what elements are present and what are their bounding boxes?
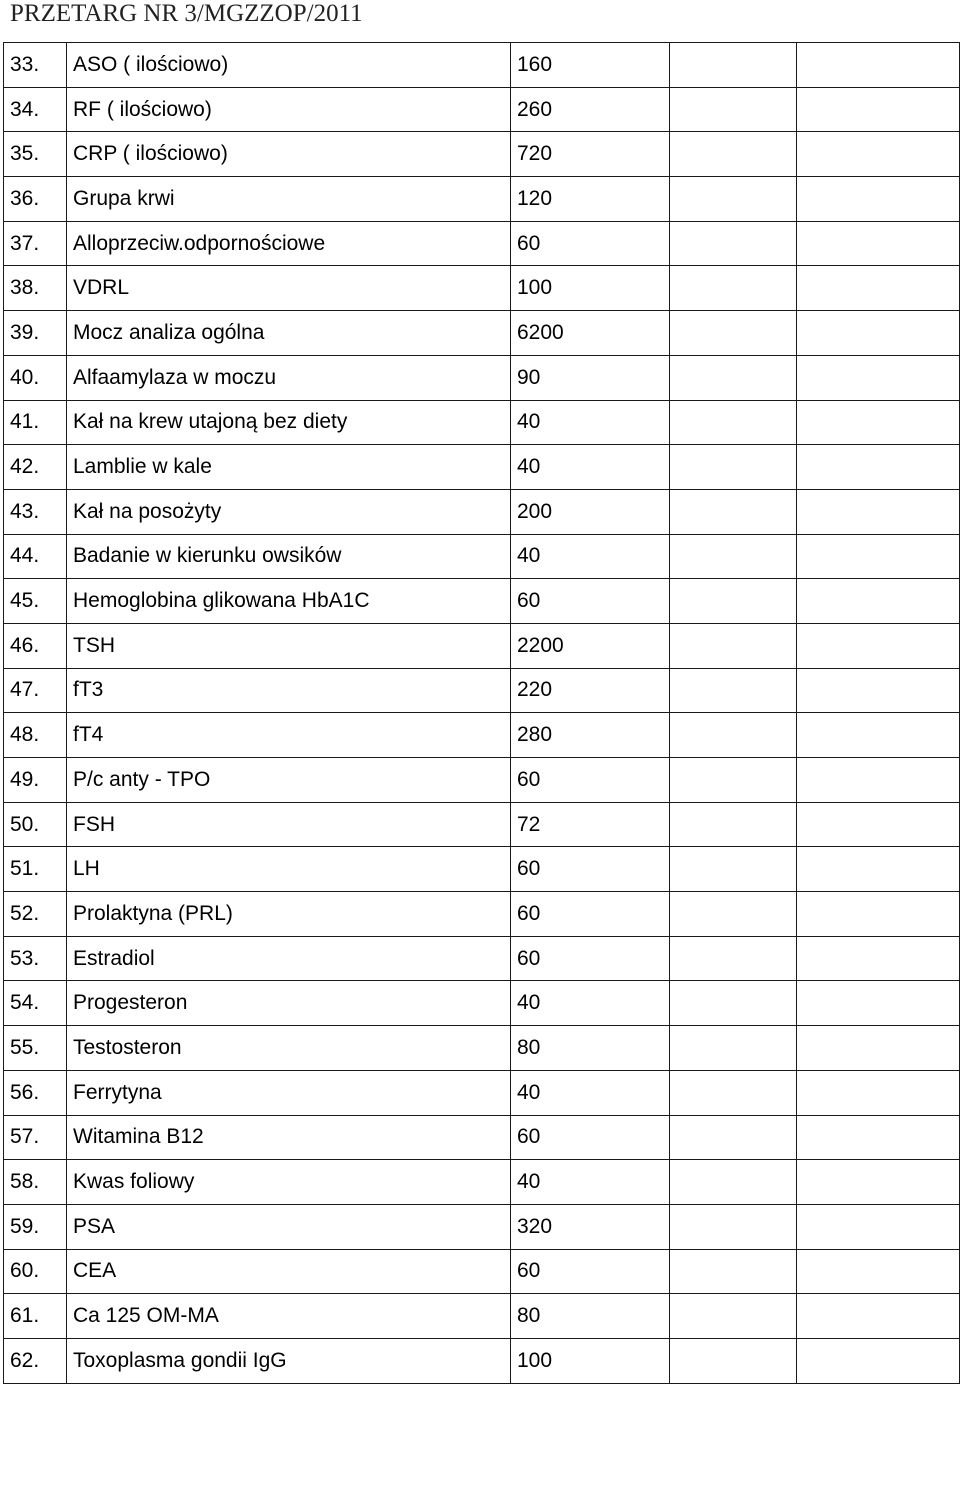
test-name-cell: Mocz analiza ogólna xyxy=(67,311,511,356)
table-row xyxy=(4,177,960,222)
test-name-cell: Kał na posożyty xyxy=(67,489,511,534)
table-row xyxy=(4,1204,960,1249)
row-number-cell: 44. xyxy=(4,534,67,579)
quantity-cell: 40 xyxy=(511,1160,670,1205)
quantity-cell: 60 xyxy=(511,892,670,937)
row-number-cell: 33. xyxy=(4,43,67,88)
test-name-cell: Ca 125 OM-MA xyxy=(67,1294,511,1339)
test-name-cell: Kwas foliowy xyxy=(67,1160,511,1205)
empty-cell xyxy=(797,177,960,222)
test-name-cell: Progesteron xyxy=(67,981,511,1026)
empty-cell xyxy=(670,534,797,579)
row-number-cell: 61. xyxy=(4,1294,67,1339)
empty-cell xyxy=(797,43,960,88)
table-row xyxy=(4,400,960,445)
empty-cell xyxy=(797,1160,960,1205)
empty-cell xyxy=(797,534,960,579)
table-row xyxy=(4,1249,960,1294)
empty-cell xyxy=(797,713,960,758)
empty-cell xyxy=(670,1249,797,1294)
test-name-cell: RF ( ilościowo) xyxy=(67,87,511,132)
empty-cell xyxy=(797,355,960,400)
empty-cell xyxy=(670,87,797,132)
test-name-cell: PSA xyxy=(67,1204,511,1249)
row-number-cell: 59. xyxy=(4,1204,67,1249)
quantity-cell: 280 xyxy=(511,713,670,758)
table-row xyxy=(4,445,960,490)
empty-cell xyxy=(670,43,797,88)
table-row xyxy=(4,579,960,624)
test-name-cell: Alfaamylaza w moczu xyxy=(67,355,511,400)
empty-cell xyxy=(670,266,797,311)
empty-cell xyxy=(670,132,797,177)
document-header: PRZETARG NR 3/MGZZOP/2011 xyxy=(10,0,363,27)
test-name-cell: Testosteron xyxy=(67,1026,511,1071)
empty-cell xyxy=(797,266,960,311)
test-name-cell: VDRL xyxy=(67,266,511,311)
row-number-cell: 55. xyxy=(4,1026,67,1071)
empty-cell xyxy=(670,311,797,356)
quantity-cell: 2200 xyxy=(511,623,670,668)
quantity-cell: 100 xyxy=(511,1338,670,1383)
row-number-cell: 60. xyxy=(4,1249,67,1294)
row-number-cell: 48. xyxy=(4,713,67,758)
test-name-cell: CRP ( ilościowo) xyxy=(67,132,511,177)
empty-cell xyxy=(797,1338,960,1383)
quantity-cell: 200 xyxy=(511,489,670,534)
quantity-cell: 60 xyxy=(511,579,670,624)
empty-cell xyxy=(797,668,960,713)
tests-table xyxy=(3,42,960,1384)
empty-cell xyxy=(670,1026,797,1071)
quantity-cell: 100 xyxy=(511,266,670,311)
empty-cell xyxy=(670,1338,797,1383)
row-number-cell: 37. xyxy=(4,221,67,266)
quantity-cell: 320 xyxy=(511,1204,670,1249)
row-number-cell: 39. xyxy=(4,311,67,356)
row-number-cell: 53. xyxy=(4,936,67,981)
empty-cell xyxy=(670,758,797,803)
test-name-cell: ASO ( ilościowo) xyxy=(67,43,511,88)
empty-cell xyxy=(670,892,797,937)
quantity-cell: 60 xyxy=(511,1115,670,1160)
test-name-cell: LH xyxy=(67,847,511,892)
row-number-cell: 38. xyxy=(4,266,67,311)
empty-cell xyxy=(797,758,960,803)
row-number-cell: 40. xyxy=(4,355,67,400)
table-row xyxy=(4,981,960,1026)
empty-cell xyxy=(670,579,797,624)
table-row xyxy=(4,132,960,177)
row-number-cell: 58. xyxy=(4,1160,67,1205)
table-row xyxy=(4,87,960,132)
empty-cell xyxy=(797,1115,960,1160)
empty-cell xyxy=(670,177,797,222)
quantity-cell: 60 xyxy=(511,847,670,892)
empty-cell xyxy=(670,1160,797,1205)
test-name-cell: Toxoplasma gondii IgG xyxy=(67,1338,511,1383)
quantity-cell: 40 xyxy=(511,445,670,490)
empty-cell xyxy=(670,445,797,490)
table-row xyxy=(4,668,960,713)
row-number-cell: 56. xyxy=(4,1070,67,1115)
test-name-cell: Estradiol xyxy=(67,936,511,981)
row-number-cell: 46. xyxy=(4,623,67,668)
row-number-cell: 47. xyxy=(4,668,67,713)
test-name-cell: fT4 xyxy=(67,713,511,758)
empty-cell xyxy=(670,355,797,400)
empty-cell xyxy=(797,1026,960,1071)
empty-cell xyxy=(797,400,960,445)
test-name-cell: Alloprzeciw.odpornościowe xyxy=(67,221,511,266)
quantity-cell: 90 xyxy=(511,355,670,400)
empty-cell xyxy=(797,802,960,847)
test-name-cell: P/c anty - TPO xyxy=(67,758,511,803)
empty-cell xyxy=(670,981,797,1026)
table-row xyxy=(4,266,960,311)
empty-cell xyxy=(797,445,960,490)
table-row xyxy=(4,847,960,892)
empty-cell xyxy=(670,623,797,668)
test-name-cell: Prolaktyna (PRL) xyxy=(67,892,511,937)
empty-cell xyxy=(797,311,960,356)
row-number-cell: 54. xyxy=(4,981,67,1026)
empty-cell xyxy=(797,847,960,892)
table-row xyxy=(4,802,960,847)
empty-cell xyxy=(797,579,960,624)
empty-cell xyxy=(670,1204,797,1249)
empty-cell xyxy=(797,1294,960,1339)
quantity-cell: 60 xyxy=(511,221,670,266)
row-number-cell: 41. xyxy=(4,400,67,445)
empty-cell xyxy=(670,847,797,892)
row-number-cell: 52. xyxy=(4,892,67,937)
table-row xyxy=(4,311,960,356)
empty-cell xyxy=(670,1070,797,1115)
table-row xyxy=(4,1294,960,1339)
empty-cell xyxy=(797,1249,960,1294)
empty-cell xyxy=(797,87,960,132)
empty-cell xyxy=(670,802,797,847)
test-name-cell: CEA xyxy=(67,1249,511,1294)
quantity-cell: 80 xyxy=(511,1026,670,1071)
empty-cell xyxy=(670,400,797,445)
quantity-cell: 160 xyxy=(511,43,670,88)
quantity-cell: 80 xyxy=(511,1294,670,1339)
quantity-cell: 40 xyxy=(511,534,670,579)
quantity-cell: 60 xyxy=(511,1249,670,1294)
empty-cell xyxy=(670,221,797,266)
row-number-cell: 57. xyxy=(4,1115,67,1160)
table-row xyxy=(4,355,960,400)
empty-cell xyxy=(797,221,960,266)
quantity-cell: 40 xyxy=(511,1070,670,1115)
empty-cell xyxy=(797,132,960,177)
test-name-cell: TSH xyxy=(67,623,511,668)
empty-cell xyxy=(797,623,960,668)
row-number-cell: 62. xyxy=(4,1338,67,1383)
row-number-cell: 50. xyxy=(4,802,67,847)
row-number-cell: 49. xyxy=(4,758,67,803)
empty-cell xyxy=(670,668,797,713)
quantity-cell: 40 xyxy=(511,981,670,1026)
test-name-cell: Kał na krew utajoną bez diety xyxy=(67,400,511,445)
row-number-cell: 34. xyxy=(4,87,67,132)
empty-cell xyxy=(797,1070,960,1115)
empty-cell xyxy=(670,936,797,981)
empty-cell xyxy=(797,981,960,1026)
table-row xyxy=(4,1160,960,1205)
empty-cell xyxy=(670,489,797,534)
quantity-cell: 720 xyxy=(511,132,670,177)
table-row xyxy=(4,713,960,758)
quantity-cell: 220 xyxy=(511,668,670,713)
empty-cell xyxy=(797,892,960,937)
empty-cell xyxy=(670,1115,797,1160)
test-name-cell: Hemoglobina glikowana HbA1C xyxy=(67,579,511,624)
test-name-cell: Grupa krwi xyxy=(67,177,511,222)
empty-cell xyxy=(797,489,960,534)
quantity-cell: 6200 xyxy=(511,311,670,356)
table-row xyxy=(4,489,960,534)
test-name-cell: Ferrytyna xyxy=(67,1070,511,1115)
quantity-cell: 120 xyxy=(511,177,670,222)
table-row xyxy=(4,1115,960,1160)
table-row xyxy=(4,1070,960,1115)
table-row xyxy=(4,1026,960,1071)
test-name-cell: Badanie w kierunku owsików xyxy=(67,534,511,579)
empty-cell xyxy=(797,1204,960,1249)
test-name-cell: Lamblie w kale xyxy=(67,445,511,490)
test-name-cell: Witamina B12 xyxy=(67,1115,511,1160)
table-row xyxy=(4,936,960,981)
test-name-cell: FSH xyxy=(67,802,511,847)
quantity-cell: 72 xyxy=(511,802,670,847)
quantity-cell: 60 xyxy=(511,936,670,981)
empty-cell xyxy=(670,713,797,758)
table-row xyxy=(4,43,960,88)
empty-cell xyxy=(797,936,960,981)
row-number-cell: 51. xyxy=(4,847,67,892)
tests-table-body xyxy=(4,43,960,1384)
row-number-cell: 35. xyxy=(4,132,67,177)
table-row xyxy=(4,534,960,579)
row-number-cell: 42. xyxy=(4,445,67,490)
table-row xyxy=(4,623,960,668)
quantity-cell: 40 xyxy=(511,400,670,445)
empty-cell xyxy=(670,1294,797,1339)
table-row xyxy=(4,758,960,803)
table-row xyxy=(4,221,960,266)
test-name-cell: fT3 xyxy=(67,668,511,713)
table-row xyxy=(4,892,960,937)
row-number-cell: 36. xyxy=(4,177,67,222)
quantity-cell: 60 xyxy=(511,758,670,803)
row-number-cell: 45. xyxy=(4,579,67,624)
quantity-cell: 260 xyxy=(511,87,670,132)
table-row xyxy=(4,1338,960,1383)
row-number-cell: 43. xyxy=(4,489,67,534)
